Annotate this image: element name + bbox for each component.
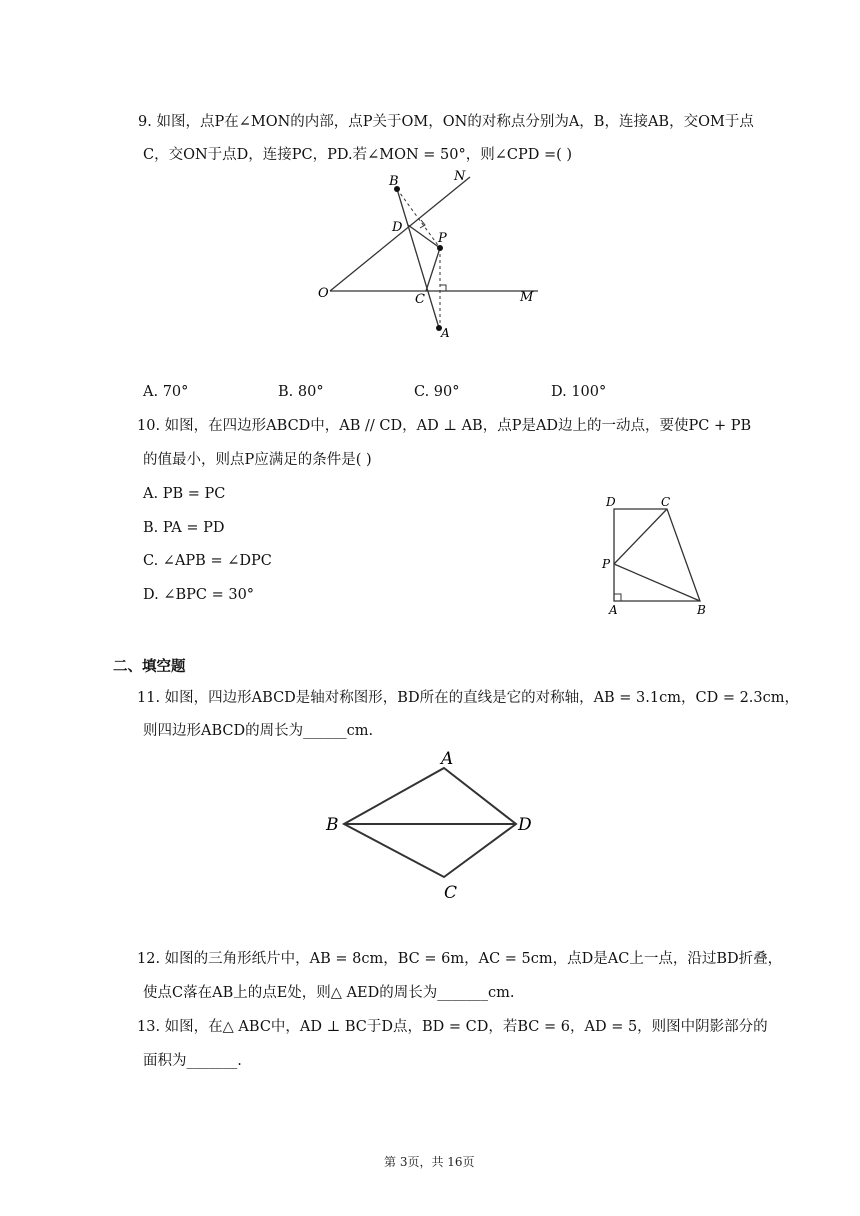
q10-option-a: A. PB = PC — [143, 486, 226, 502]
q11-line2: 则四边形ABCD的周长为______cm. — [143, 723, 374, 739]
q10-label-b: B — [697, 603, 706, 617]
q12-line1: 12. 如图的三角形纸片中，AB = 8cm，BC = 6m，AC = 5cm，点D是AC上一点，沿过BD折叠， — [137, 951, 783, 967]
q10-option-c: C. ∠APB = ∠DPC — [143, 553, 272, 569]
q9-option-b: B. 80° — [278, 384, 324, 400]
q11-label-c: C — [444, 883, 458, 903]
q9-label-p: P — [438, 231, 447, 246]
q9-option-c: C. 90° — [414, 384, 460, 400]
section-title: 二、填空题 — [113, 659, 186, 675]
q9-line1: 9. 如图，点P在∠MON的内部，点P关于OM，ON的对称点分别为A，B，连接AB，交OM于点 — [138, 114, 754, 130]
q10-label-p: P — [602, 557, 611, 571]
q10-option-d: D. ∠BPC = 30° — [143, 587, 255, 603]
q9-label-a: A — [441, 326, 450, 340]
q9-line2: C，交ON于点D，连接PC，PD.若∠MON = 50°，则∠CPD =( ) — [143, 147, 573, 163]
q9-label-d: D — [392, 220, 403, 235]
q10-option-b: B. PA = PD — [143, 520, 225, 536]
q10-figure — [596, 492, 726, 622]
q11-figure — [320, 745, 550, 905]
q13-line1: 13. 如图，在△ ABC中，AD ⊥ BC于D点，BD = CD，若BC = 6，AD = 5，则图中阴影部分的 — [137, 1019, 768, 1035]
q9-label-n: N — [454, 169, 466, 184]
q10-label-c: C — [661, 495, 671, 509]
q12-line2: 使点C落在AB上的点E处，则△ AED的周长为_______cm. — [143, 985, 515, 1001]
q10-line2: 的值最小，则点P应满足的条件是( ) — [143, 452, 372, 468]
q9-option-a: A. 70° — [143, 384, 189, 400]
page-footer: 第 3页，共 16页 — [384, 1155, 475, 1169]
q9-figure — [310, 165, 550, 345]
q9-label-m: M — [520, 290, 534, 305]
q10-label-a: A — [609, 603, 618, 617]
q11-label-a: A — [441, 749, 454, 769]
q9-label-o: O — [318, 286, 329, 301]
q9-label-c: C — [415, 292, 425, 307]
q13-line2: 面积为_______. — [143, 1053, 242, 1069]
q9-label-b: B — [389, 174, 399, 189]
q11-line1: 11. 如图，四边形ABCD是轴对称图形，BD所在的直线是它的对称轴，AB = 3.1cm，CD = 2.3cm， — [137, 690, 800, 706]
q11-label-d: D — [518, 815, 532, 835]
q10-label-d: D — [606, 495, 616, 509]
q9-option-d: D. 100° — [551, 384, 607, 400]
q10-line1: 10. 如图，在四边形ABCD中，AB // CD，AD ⊥ AB，点P是AD边上的一动点，要使PC + PB — [137, 418, 752, 434]
q11-label-b: B — [326, 815, 339, 835]
